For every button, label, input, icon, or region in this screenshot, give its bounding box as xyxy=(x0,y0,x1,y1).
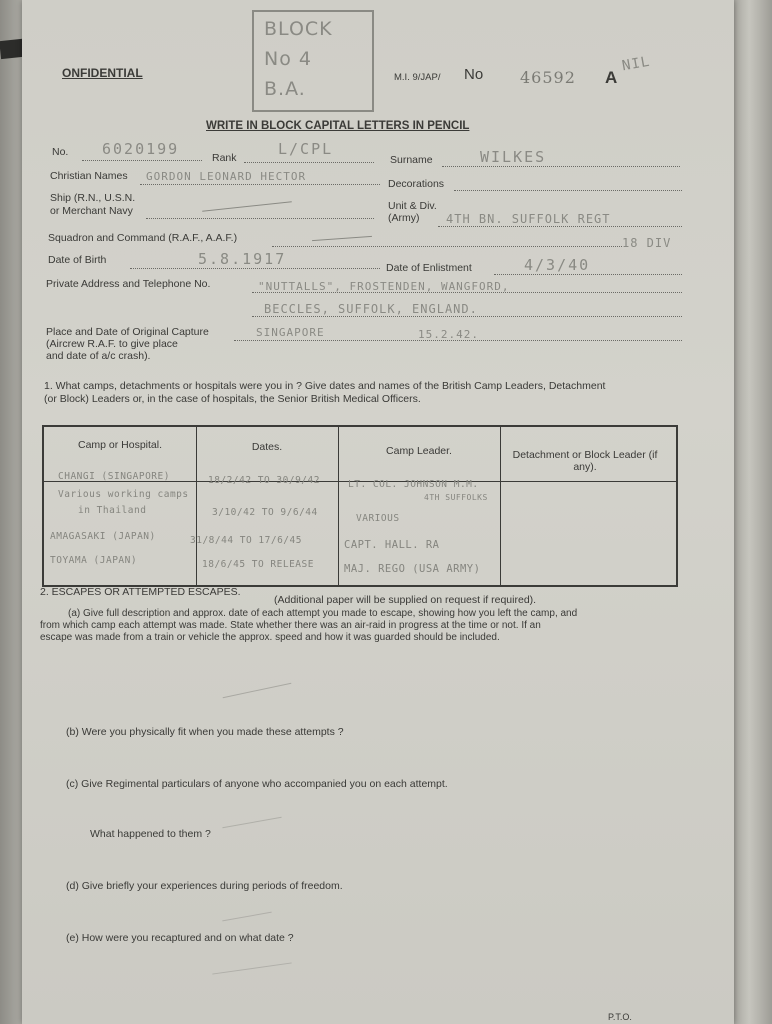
question-2b: (b) Were you physically fit when you made these attempts ? xyxy=(66,726,344,738)
dotted-line xyxy=(252,316,682,317)
table-row-3-camp: AMAGASAKI (JAPAN) xyxy=(50,531,156,542)
dotted-line xyxy=(140,184,380,185)
decorations-label: Decorations xyxy=(388,178,445,190)
question-2-note: (Additional paper will be supplied on request if required). xyxy=(274,594,537,606)
table-row-3-dates: 31/8/44 TO 17/6/45 xyxy=(190,535,302,546)
address-label: Private Address and Telephone No. xyxy=(46,278,211,290)
question-1-line2: (or Block) Leaders or, in the case of hospitals, the Senior British Medical Officers. xyxy=(44,393,421,405)
table-row-1-dates: 18/2/42 TO 30/9/42 xyxy=(208,475,320,486)
dotted-line xyxy=(442,166,680,167)
pencil-mark xyxy=(222,817,281,828)
question-1-line1: 1. What camps, detachments or hospitals were you in ? Give dates and names of the British Camp Leaders, Detachment xyxy=(44,380,606,392)
table-header-leader: Camp Leader. xyxy=(386,445,452,457)
dotted-line xyxy=(82,160,202,161)
dotted-line xyxy=(438,226,682,227)
reference-code: M.I. 9/JAP/ xyxy=(394,72,441,83)
camps-table xyxy=(42,425,678,587)
dotted-line xyxy=(244,162,374,163)
question-2e: (e) How were you recaptured and on what date ? xyxy=(66,932,294,944)
pencil-mark xyxy=(223,683,292,699)
enlistment-value: 4/3/40 xyxy=(524,256,591,274)
question-2a-line2: from which camp each attempt was made. State whether there was an air-raid in progress at the time or not. If an xyxy=(40,620,541,631)
table-row-2-leader: VARIOUS xyxy=(356,513,400,524)
unit-label-line1: Unit & Div. xyxy=(388,200,437,212)
form-page xyxy=(22,0,734,1024)
rank-label: Rank xyxy=(212,152,237,164)
ship-label-line1: Ship (R.N., U.S.N. xyxy=(50,192,136,204)
surname-value: WILKES xyxy=(480,148,547,166)
capture-date: 15.2.42. xyxy=(418,328,479,341)
capture-label-line1: Place and Date of Original Capture xyxy=(46,326,209,338)
enlistment-label: Date of Enlistment xyxy=(386,262,472,274)
table-row-1-leader: LT. COL. JOHNSON M.M. xyxy=(348,479,479,490)
confidential-label: ONFIDENTIAL xyxy=(62,66,143,80)
pencil-strike xyxy=(312,236,372,241)
table-row-1-leader-unit: 4TH SUFFOLKS xyxy=(424,493,488,502)
question-2a-line1: (a) Give full description and approx. date of each attempt you made to escape, showing how you left the camp, and xyxy=(68,608,578,619)
table-row-2-camp-line2: in Thailand xyxy=(78,505,147,516)
squadron-label: Squadron and Command (R.A.F., A.A.F.) xyxy=(48,232,238,244)
unit-value: 4TH BN. SUFFOLK REGT xyxy=(446,212,611,226)
address-line-1: "NUTTALLS", FROSTENDEN, WANGFORD, xyxy=(258,280,510,293)
serial-number: 46592 xyxy=(520,68,576,87)
question-2-title: 2. ESCAPES OR ATTEMPTED ESCAPES. xyxy=(40,586,241,598)
table-row-3-leader: CAPT. HALL. RA xyxy=(344,539,440,551)
block-stamp xyxy=(252,10,374,112)
address-line-2: BECCLES, SUFFOLK, ENGLAND. xyxy=(264,302,478,316)
table-row-4-dates: 18/6/45 TO RELEASE xyxy=(202,559,314,570)
unit-label-line2: (Army) xyxy=(388,212,420,224)
dotted-line xyxy=(454,190,682,191)
nil-annotation: NIL xyxy=(620,53,652,75)
rank-value: L/CPL xyxy=(278,140,334,158)
dotted-line xyxy=(494,274,682,275)
table-row-4-camp: TOYAMA (JAPAN) xyxy=(50,555,138,566)
stamp-line-3: B.A. xyxy=(264,78,306,100)
please-turn-over: P.T.O. xyxy=(608,1012,632,1022)
question-2d: (d) Give briefly your experiences during periods of freedom. xyxy=(66,880,343,892)
service-number-label: No. xyxy=(52,146,69,158)
stacked-page-edges xyxy=(734,0,772,1024)
table-header-detachment: Detachment or Block Leader (if any). xyxy=(512,449,658,473)
column-divider xyxy=(500,427,501,585)
table-header-camp: Camp or Hospital. xyxy=(77,439,163,451)
surname-label: Surname xyxy=(390,154,433,166)
date-of-birth-label: Date of Birth xyxy=(48,254,107,266)
number-label: No xyxy=(464,66,484,83)
christian-names-label: Christian Names xyxy=(50,170,128,182)
table-header-dates: Dates. xyxy=(251,441,283,453)
ship-label-line2: or Merchant Navy xyxy=(50,205,133,217)
pencil-mark xyxy=(222,912,271,922)
division-value: 18 DIV xyxy=(622,236,672,250)
question-2c-followup: What happened to them ? xyxy=(90,828,211,840)
capture-label-line3: and date of a/c crash). xyxy=(46,350,151,362)
series-letter: A xyxy=(605,68,618,87)
christian-names-value: GORDON LEONARD HECTOR xyxy=(146,170,307,183)
dotted-line xyxy=(130,268,380,269)
capture-place: SINGAPORE xyxy=(256,326,325,339)
stamp-line-2: No 4 xyxy=(264,48,312,70)
table-row-4-leader: MAJ. REGO (USA ARMY) xyxy=(344,563,481,575)
pencil-mark xyxy=(212,962,291,974)
capture-label-line2: (Aircrew R.A.F. to give place xyxy=(46,338,178,350)
pencil-strike xyxy=(202,201,292,211)
table-row-2-camp: Various working camps xyxy=(58,489,189,500)
question-2c: (c) Give Regimental particulars of anyone who accompanied you on each attempt. xyxy=(66,778,448,790)
instruction-heading: WRITE IN BLOCK CAPITAL LETTERS IN PENCIL xyxy=(206,120,470,132)
service-number-value: 6020199 xyxy=(102,140,180,158)
question-2a-line3: escape was made from a train or vehicle the approx. speed and how it was guarded should be included. xyxy=(40,632,500,643)
dotted-line xyxy=(146,218,374,219)
dotted-line xyxy=(272,246,622,247)
stamp-line-1: BLOCK xyxy=(264,18,333,40)
date-of-birth-value: 5.8.1917 xyxy=(198,250,287,268)
table-row-2-dates: 3/10/42 TO 9/6/44 xyxy=(212,507,318,518)
table-row-1-camp: CHANGI (SINGAPORE) xyxy=(58,471,170,482)
